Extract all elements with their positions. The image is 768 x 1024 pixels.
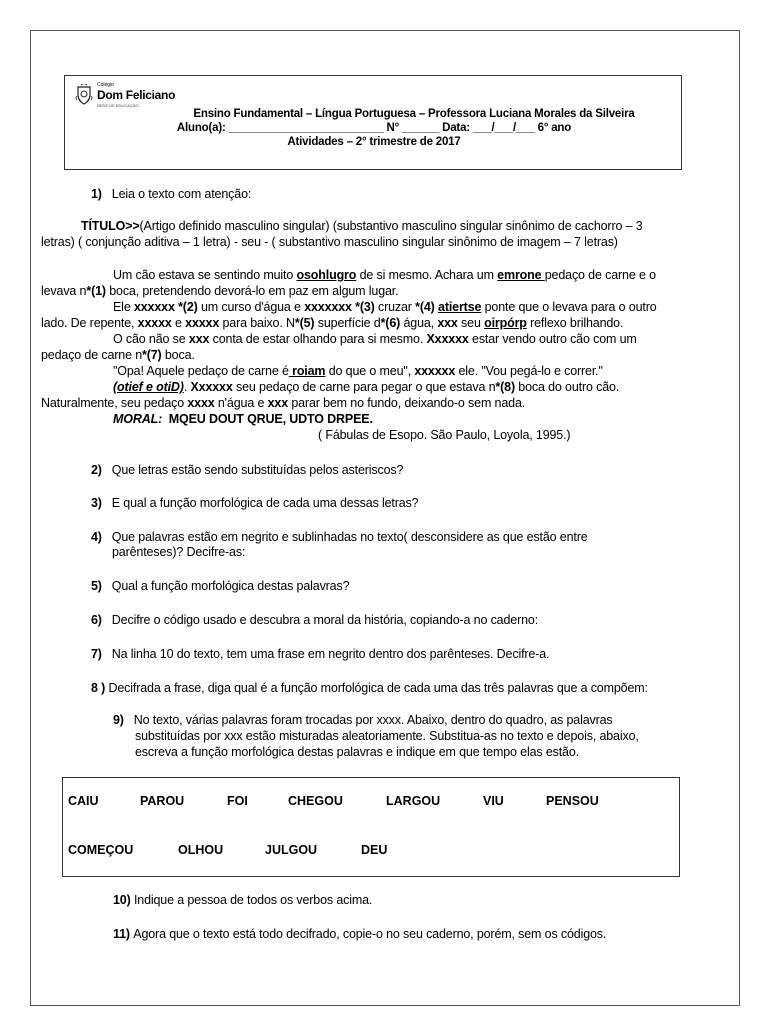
word-item: LARGOU <box>386 794 441 808</box>
source-citation: ( Fábulas de Esopo. São Paulo, Loyola, 1995.) <box>318 428 571 442</box>
question-3: 3) E qual a função morfológica de cada uma dessas letras? <box>91 496 419 510</box>
question-text: Leia o texto com atenção: <box>111 187 252 201</box>
story-line: pedaço de carne n*(7) boca. <box>41 348 195 362</box>
question-9: 9) No texto, várias palavras foram trocadas por xxxx. Abaixo, dentro do quadro, as palavras <box>113 713 613 727</box>
word-item: VIU <box>483 794 504 808</box>
story-line: "Opa! Aquele pedaço de carne é roiam do que o meu", xxxxxx ele. "Vou pegá-lo e correr." <box>113 364 603 378</box>
word-item: PAROU <box>140 794 185 808</box>
story-line: levava n*(1) boca, pretendendo devorá-lo em paz em algum lugar. <box>41 284 399 298</box>
word-box <box>62 777 680 877</box>
title-label: TÍTULO>> <box>81 219 140 233</box>
seal-icon <box>75 84 93 106</box>
story-line: (otief e otiD). Xxxxxx seu pedaço de carne para pegar o que estava n*(8) boca do outro cão. <box>113 380 620 394</box>
question-5: 5) Qual a função morfológica destas palavras? <box>91 579 350 593</box>
story-line: Ele xxxxxx *(2) um curso d'água e xxxxxxx *(3) cruzar *(4) atiertse ponte que o levava para o outro <box>113 300 657 314</box>
question-8: 8 ) Decifrada a frase, diga qual é a função morfológica de cada uma das três palavras que a compõem: <box>91 681 648 695</box>
question-6: 6) Decifre o código usado e descubra a moral da história, copiando-a no caderno: <box>91 613 539 627</box>
question-2: 2) Que letras estão sendo substituídas pelos asteriscos? <box>91 463 404 477</box>
story-line: lado. De repente, xxxxx e xxxxx para baixo. N*(5) superfície d*(6) água, xxx seu oirpórp reflexo brilhando. <box>41 316 624 330</box>
header-box <box>64 75 682 170</box>
logo-small-top: Colégio <box>97 82 114 88</box>
question-10: 10) Indique a pessoa de todos os verbos acima. <box>113 893 373 907</box>
title-hint: (Artigo definido masculino singular) (substantivo masculino singular sinônimo de cachorro – 3 <box>139 219 643 233</box>
question-4: 4) Que palavras estão em negrito e sublinhadas no texto( desconsidere as que estão entre <box>91 530 588 544</box>
question-9-cont: substituídas por xxx estão misturadas aleatoriamente. Substitua-as no texto e depois, abaixo, <box>135 729 639 743</box>
story-line: O cão não se xxx conta de estar olhando para si mesmo. Xxxxxx estar vendo outro cão com um <box>113 332 637 346</box>
moral-label: MORAL: <box>113 412 163 426</box>
word-item: FOI <box>227 794 248 808</box>
word-item: JULGOU <box>265 843 318 857</box>
word-item: CAIU <box>68 794 99 808</box>
story-line: Naturalmente, seu pedaço xxxx n'água e xxx parar bem no fundo, deixando-o sem nada. <box>41 396 526 410</box>
logo-name: Dom Feliciano <box>97 88 176 102</box>
word-item: COMEÇOU <box>68 843 134 857</box>
header-line-2: Aluno(a): _________________________ N° ______ Data: ___/___/___ 6° ano <box>176 122 572 134</box>
story-line: Um cão estava se sentindo muito osohlugro de si mesmo. Achara um emrone pedaço de carne e o <box>113 268 656 282</box>
question-1 <box>91 187 251 201</box>
word-item: DEU <box>361 843 388 857</box>
header-line-1: Ensino Fundamental – Língua Portuguesa – Professora Luciana Morales da Silveira <box>193 108 635 120</box>
question-9-cont: escreva a função morfológica destas palavras e indique em que tempo elas estão. <box>135 745 579 759</box>
question-11: 11) Agora que o texto está todo decifrado, copie-o no seu caderno, porém, sem os códigos. <box>113 927 607 941</box>
header-line-3: Atividades – 2° trimestre de 2017 <box>287 136 461 148</box>
question-7: 7) Na linha 10 do texto, tem uma frase em negrito dentro dos parênteses. Decifre-a. <box>91 647 550 661</box>
moral-code: MQEU DOUT QRUE, UDTO DRPEE. <box>168 412 373 426</box>
title-line-1 <box>81 219 643 233</box>
word-item: CHEGOU <box>288 794 343 808</box>
word-item: OLHOU <box>178 843 224 857</box>
question-number: 1) <box>91 187 102 201</box>
word-item: PENSOU <box>546 794 599 808</box>
question-4-cont: parênteses)? Decifre-as: <box>112 545 246 559</box>
title-line-2: letras) ( conjunção aditiva – 1 letra) - seu - ( substantivo masculino singular sinônimo de imagem – 7 letras) <box>41 235 618 249</box>
moral-line <box>113 412 373 426</box>
logo-small-bottom: REDE DE EDUCAÇÃO <box>97 103 139 108</box>
